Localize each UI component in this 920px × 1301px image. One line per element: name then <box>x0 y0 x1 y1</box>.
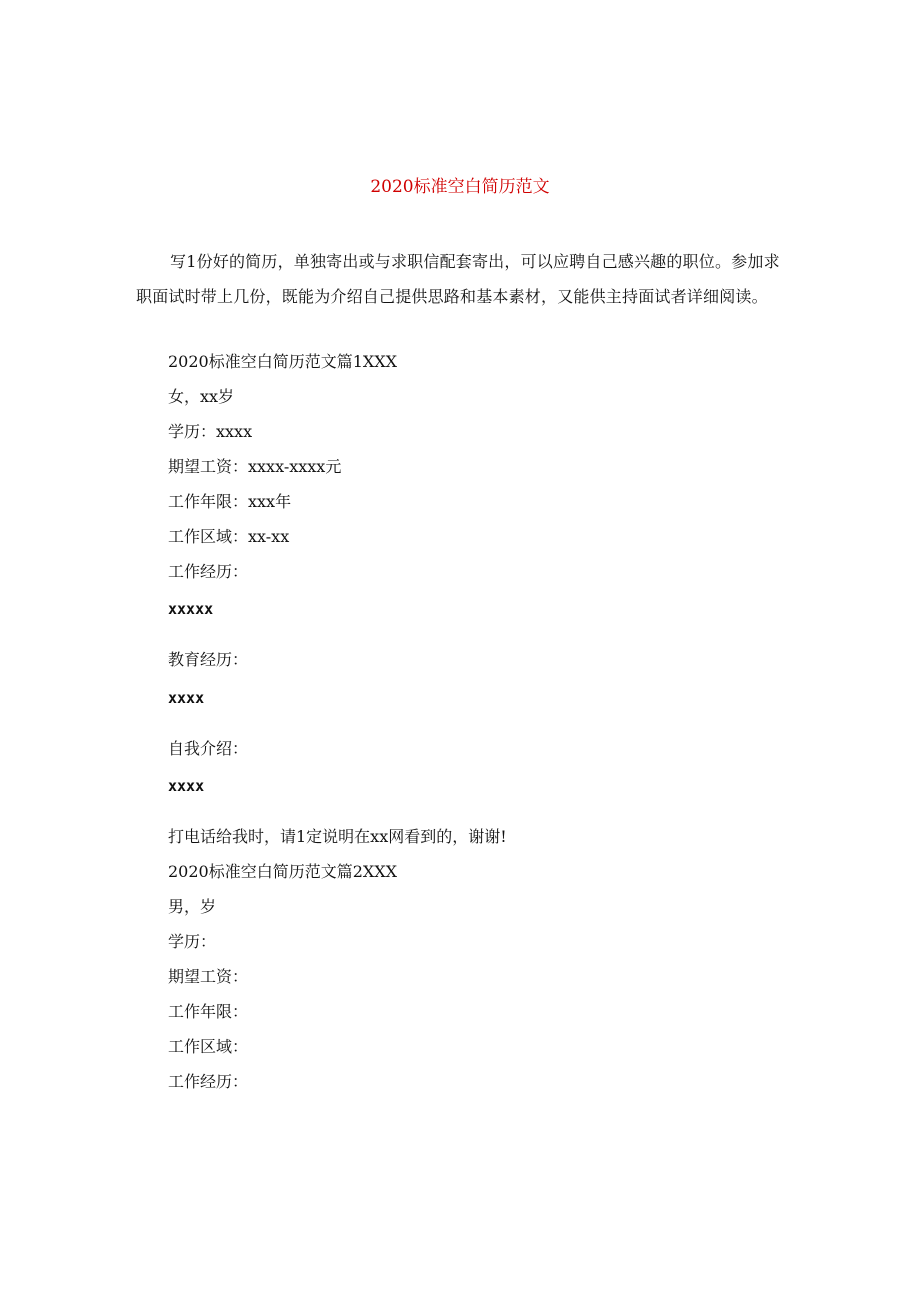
resume2-salary: 期望工资： <box>168 967 249 986</box>
resume1-salary: 期望工资：xxxx-xxxx元 <box>168 457 342 476</box>
resume2-experience-label: 工作经历： <box>168 1072 249 1091</box>
document-title: 2020标准空白简历范文 <box>370 177 550 197</box>
resume1-region: 工作区域：xx-xx <box>168 527 290 546</box>
resume1-education-exp-value: xxxx <box>168 689 205 707</box>
resume2-education: 学历： <box>168 932 217 951</box>
resume2-gender-age: 男，岁 <box>168 897 217 916</box>
resume2-years: 工作年限： <box>168 1002 249 1021</box>
resume1-experience-label: 工作经历： <box>168 562 249 581</box>
resume1-education-exp-label: 教育经历： <box>168 650 249 669</box>
resume1-heading: 2020标准空白简历范文篇1XXX <box>168 352 398 371</box>
resume1-closing: 打电话给我时，请1定说明在xx网看到的，谢谢! <box>168 827 507 846</box>
resume1-experience-value: xxxxx <box>168 600 214 618</box>
resume1-education: 学历：xxxx <box>168 422 253 441</box>
resume1-self-intro-label: 自我介绍： <box>168 739 249 758</box>
resume2-heading: 2020标准空白简历范文篇2XXX <box>168 862 398 881</box>
intro-paragraph: 写1份好的简历，单独寄出或与求职信配套寄出，可以应聘自己感兴趣的职位。参加求职面试时带上几份，既能为介绍自己提供思路和基本素材，又能供主持面试者详细阅读。 <box>136 252 780 306</box>
resume1-years: 工作年限：xxx年 <box>168 492 292 511</box>
resume1-gender-age: 女，xx岁 <box>168 387 235 406</box>
resume1-self-intro-value: xxxx <box>168 777 205 795</box>
resume2-region: 工作区域： <box>168 1037 249 1056</box>
